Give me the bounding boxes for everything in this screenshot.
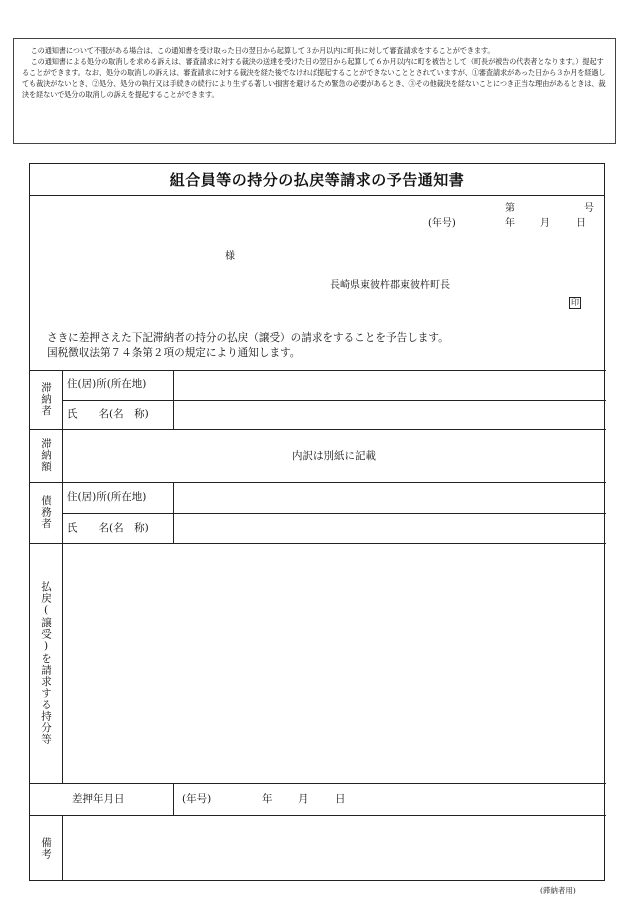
column-divider bbox=[173, 783, 174, 815]
document-number-label: 第 bbox=[505, 203, 515, 214]
seal-mark: 印 bbox=[571, 298, 579, 307]
row-divider bbox=[62, 400, 606, 401]
share-label: 払戻(譲受)を請求する持分等 bbox=[40, 581, 52, 745]
row-divider bbox=[30, 783, 606, 784]
remarks-label: 備考 bbox=[40, 836, 52, 860]
appeal-notice-paragraph-1: この通知書について不服がある場合は、この通知書を受け取った日の翌日から起算して３か月以内に町長に対して審査請求をすることができます。 bbox=[30, 46, 495, 55]
copy-designation: (滞納者用) bbox=[540, 886, 576, 895]
column-divider bbox=[173, 370, 174, 429]
form-title: 組合員等の持分の払戻等請求の予告通知書 bbox=[30, 164, 604, 196]
debtor-address-label: 住(居)所(所在地) bbox=[67, 491, 147, 503]
intro-line-1: さきに差押さえた下記滞納者の持分の払戻（譲受）の請求をすることを予告します。 bbox=[47, 332, 449, 344]
issue-day-label: 日 bbox=[576, 218, 586, 229]
seizure-year-label: 年 bbox=[262, 793, 273, 805]
column-divider bbox=[173, 482, 174, 543]
debtor-name-label: 氏 名(名 称) bbox=[67, 522, 149, 534]
seizure-era-label: (年号) bbox=[182, 793, 212, 805]
issue-month-label: 月 bbox=[540, 218, 550, 229]
appeal-notice-paragraph-2: この通知書による処分の取消しを求める訴えは、審査請求に対する裁決の送達を受けた日の翌日から起算して６か月以内に町を被告として（町長が被告の代表者となります。）提起することができます。なお、処分の取消しの訴えは、審査請求に対する裁決を経た後でなければ提起することができないこととされていますが、①審査請求があった日から３か月を経過しても裁決がないとき、②処分、処分の執行又は手続きの続行により生ずる著しい損害を避けるため緊急の必要があるとき、③その他裁決を経ないことにつき正当な理由があるときは、裁決を経ないで処分の取消しの訴えを提起することができます。 bbox=[22, 57, 606, 99]
row-divider bbox=[62, 513, 606, 514]
issue-year-label: 年 bbox=[505, 218, 515, 229]
delinquent-amount-value: 内訳は別紙に記載 bbox=[292, 450, 376, 462]
debtor-label: 債務者 bbox=[40, 495, 52, 530]
intro-line-2: 国税徴収法第７４条第２項の規定により通知します。 bbox=[47, 347, 301, 359]
column-divider bbox=[62, 370, 63, 783]
row-divider bbox=[30, 482, 606, 483]
document-number-unit: 号 bbox=[584, 203, 594, 214]
appeal-notice bbox=[13, 38, 616, 144]
advance-notice-form bbox=[29, 163, 605, 881]
seizure-month-label: 月 bbox=[298, 793, 309, 805]
column-divider bbox=[62, 815, 63, 881]
delinquent-name-label: 氏 名(名 称) bbox=[67, 408, 149, 420]
delinquent-address-label: 住(居)所(所在地) bbox=[67, 378, 147, 390]
seizure-date-label: 差押年月日 bbox=[72, 793, 125, 805]
issue-era-label: (年号) bbox=[428, 218, 456, 229]
delinquent-label: 滞納者 bbox=[40, 382, 52, 417]
row-divider bbox=[30, 543, 606, 544]
delinquent-amount-label: 滞納額 bbox=[40, 438, 52, 473]
row-divider bbox=[30, 370, 606, 371]
seizure-day-label: 日 bbox=[335, 793, 346, 805]
row-divider bbox=[30, 429, 606, 430]
addressee-suffix: 様 bbox=[225, 251, 235, 262]
issuer-name: 長崎県東彼杵郡東彼杵町長 bbox=[330, 280, 450, 291]
row-divider bbox=[30, 815, 606, 816]
